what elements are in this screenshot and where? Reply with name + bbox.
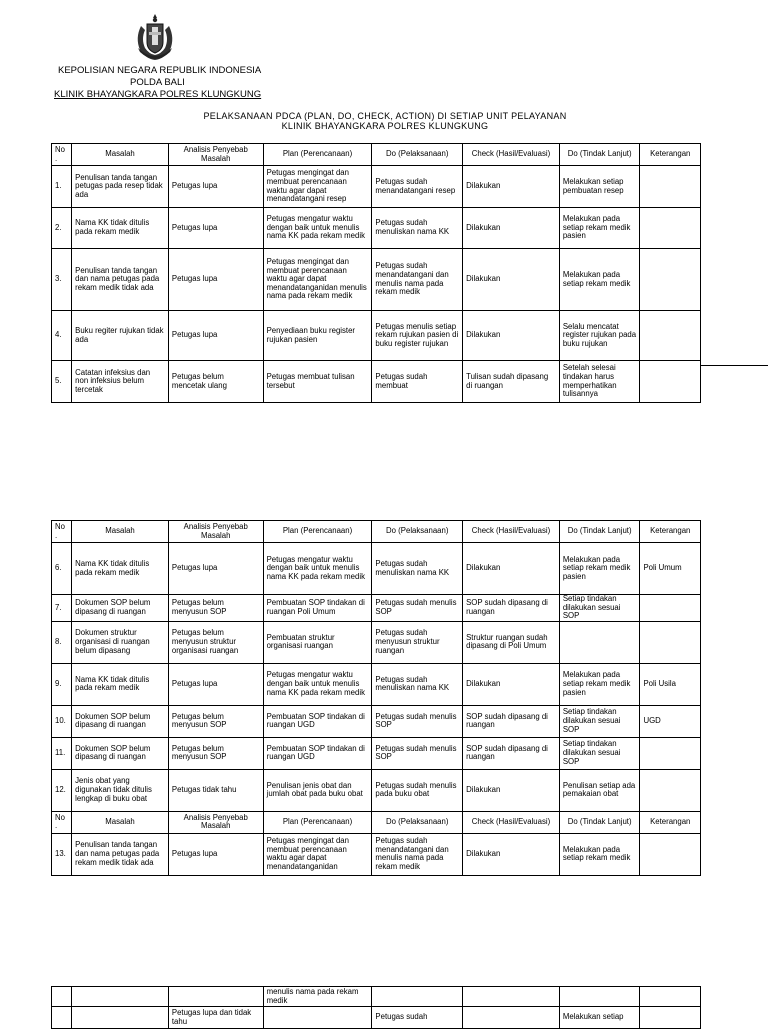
cell-masalah: Dokumen struktur organisasi di ruangan belum dipasang xyxy=(72,621,169,663)
column-header-analisis: Analisis Penyebab Masalah xyxy=(168,521,263,543)
table-row xyxy=(52,987,701,1007)
title-line-1: PELAKSANAAN PDCA (PLAN, DO, CHECK, ACTION) DI SETIAP UNIT PELAYANAN xyxy=(203,111,567,121)
cell-tindak: Selalu mencatat register rujukan pada buku rujukan xyxy=(559,311,640,361)
cell-ket xyxy=(640,621,701,663)
cell-check: Dilakukan xyxy=(463,311,560,361)
cell-analisis: Petugas belum mencetak ulang xyxy=(168,361,263,403)
cell-plan: Petugas mengatur waktu dengan baik untuk menulis nama KK pada rekam medik xyxy=(263,663,372,705)
cell-ket xyxy=(640,249,701,311)
cell-ket xyxy=(640,166,701,208)
table-row xyxy=(52,621,701,663)
cell-analisis: Petugas lupa xyxy=(168,249,263,311)
table-row xyxy=(52,737,701,769)
cell-analisis: Petugas lupa xyxy=(168,543,263,595)
table-row xyxy=(52,1007,701,1029)
cell-do: Petugas sudah membuat xyxy=(372,361,463,403)
column-header-plan: Plan (Perencanaan) xyxy=(263,811,372,833)
cell-masalah: Dokumen SOP belum dipasang di ruangan xyxy=(72,737,169,769)
cell-analisis: Petugas belum menyusun SOP xyxy=(168,705,263,737)
cell-no: 6. xyxy=(52,543,72,595)
cell-tindak: Melakukan pada setiap rekam medik pasien xyxy=(559,543,640,595)
cell-ket xyxy=(640,361,701,403)
cell-plan: Petugas membuat tulisan tersebut xyxy=(263,361,372,403)
cell-check: Dilakukan xyxy=(463,208,560,249)
cell-no xyxy=(52,1007,72,1029)
cell-ket xyxy=(640,1007,701,1029)
cell-plan: Petugas mengingat dan membuat perencanaan waktu agar dapat menandatangani resep xyxy=(263,166,372,208)
cell-check: SOP sudah dipasang di ruangan xyxy=(463,595,560,622)
column-header-do: Do (Pelaksanaan) xyxy=(372,811,463,833)
cell-no xyxy=(52,987,72,1007)
cell-no: 10. xyxy=(52,705,72,737)
cell-analisis: Petugas lupa xyxy=(168,208,263,249)
cell-do: Petugas sudah menulis SOP xyxy=(372,595,463,622)
cell-analisis xyxy=(168,987,263,1007)
cell-plan: Pembuatan SOP tindakan di ruangan UGD xyxy=(263,737,372,769)
pdca-table-3 xyxy=(51,986,701,1029)
cell-analisis: Petugas belum menyusun struktur organisasi ruangan xyxy=(168,621,263,663)
cell-ket: Poli Umum xyxy=(640,543,701,595)
cell-do: Petugas sudah menandatangani dan menulis nama pada rekam medik xyxy=(372,249,463,311)
cell-check: SOP sudah dipasang di ruangan xyxy=(463,705,560,737)
cell-no: 3. xyxy=(52,249,72,311)
cell-tindak: Melakukan setiap pembuatan resep xyxy=(559,166,640,208)
cell-plan: Petugas mengingat dan membuat perencanaan waktu agar dapat menandatanganidan menulis nama pada rekam medik xyxy=(263,249,372,311)
column-header-ket: Keterangan xyxy=(640,144,701,166)
cell-no: 4. xyxy=(52,311,72,361)
column-header-analisis: Analisis Penyebab Masalah xyxy=(168,811,263,833)
table-row xyxy=(52,361,701,403)
cell-analisis: Petugas lupa xyxy=(168,166,263,208)
column-header-no: No . xyxy=(52,144,72,166)
table-row xyxy=(52,543,701,595)
cell-ket xyxy=(640,737,701,769)
cell-check: Tulisan sudah dipasang di ruangan xyxy=(463,361,560,403)
cell-masalah: Penulisan tanda tangan dan nama petugas pada rekam medik tidak ada xyxy=(72,833,169,875)
cell-analisis: Petugas belum menyusun SOP xyxy=(168,595,263,622)
cell-plan: Pembuatan SOP tindakan di ruangan UGD xyxy=(263,705,372,737)
column-header-do: Do (Pelaksanaan) xyxy=(372,144,463,166)
cell-do: Petugas sudah menuliskan nama KK xyxy=(372,663,463,705)
stray-line xyxy=(701,365,768,366)
cell-tindak: Setelah selesai tindakan harus memperhatikan tulisannya xyxy=(559,361,640,403)
column-header-check: Check (Hasil/Evaluasi) xyxy=(463,521,560,543)
column-header-plan: Plan (Perencanaan) xyxy=(263,521,372,543)
cell-tindak: Melakukan pada setiap rekam medik xyxy=(559,249,640,311)
cell-no: 7. xyxy=(52,595,72,622)
cell-no: 2. xyxy=(52,208,72,249)
police-emblem-icon xyxy=(132,12,178,62)
cell-analisis: Petugas lupa xyxy=(168,663,263,705)
cell-check xyxy=(463,987,560,1007)
column-header-ket: Keterangan xyxy=(640,521,701,543)
cell-plan: Pembuatan SOP tindakan di ruangan Poli Umum xyxy=(263,595,372,622)
cell-do: Petugas sudah menulis SOP xyxy=(372,705,463,737)
cell-analisis: Petugas lupa xyxy=(168,833,263,875)
cell-ket: Poli Usila xyxy=(640,663,701,705)
cell-analisis: Petugas lupa xyxy=(168,311,263,361)
cell-tindak: Melakukan pada setiap rekam medik pasien xyxy=(559,208,640,249)
cell-check: Dilakukan xyxy=(463,249,560,311)
cell-do: Petugas sudah menulis SOP xyxy=(372,737,463,769)
cell-masalah: Nama KK tidak ditulis pada rekam medik xyxy=(72,663,169,705)
cell-analisis: Petugas lupa dan tidak tahu xyxy=(168,1007,263,1029)
cell-plan: Petugas mengatur waktu dengan baik untuk menulis nama KK pada rekam medik xyxy=(263,543,372,595)
cell-ket xyxy=(640,987,701,1007)
table-row xyxy=(52,166,701,208)
cell-masalah: Penulisan tanda tangan dan nama petugas pada rekam medik tidak ada xyxy=(72,249,169,311)
cell-ket xyxy=(640,769,701,811)
cell-masalah: Catatan infeksius dan non infeksius belum tercetak xyxy=(72,361,169,403)
title-line-2: KLINIK BHAYANGKARA POLRES KLUNGKUNG xyxy=(281,121,489,131)
column-header-tindak: Do (Tindak Lanjut) xyxy=(559,144,640,166)
column-header-ket: Keterangan xyxy=(640,811,701,833)
cell-masalah: Nama KK tidak ditulis pada rekam medik xyxy=(72,208,169,249)
cell-plan xyxy=(263,1007,372,1029)
column-header-check: Check (Hasil/Evaluasi) xyxy=(463,811,560,833)
org-name: KEPOLISIAN NEGARA REPUBLIK INDONESIA xyxy=(58,65,262,76)
cell-no: 8. xyxy=(52,621,72,663)
cell-plan: Pembuatan struktur organisasi ruangan xyxy=(263,621,372,663)
cell-tindak: Melakukan pada setiap rekam medik xyxy=(559,833,640,875)
column-header-tindak: Do (Tindak Lanjut) xyxy=(559,811,640,833)
table-header-row xyxy=(52,811,701,833)
column-header-no: No . xyxy=(52,521,72,543)
cell-masalah xyxy=(72,1007,169,1029)
table-row xyxy=(52,833,701,875)
table-row xyxy=(52,663,701,705)
cell-masalah: Nama KK tidak ditulis pada rekam medik xyxy=(72,543,169,595)
column-header-masalah: Masalah xyxy=(72,811,169,833)
cell-tindak: Setiap tindakan dilakukan sesuai SOP xyxy=(559,595,640,622)
cell-plan: Petugas mengingat dan membuat perencanaan waktu agar dapat menandatanganidan xyxy=(263,833,372,875)
cell-ket xyxy=(640,311,701,361)
cell-tindak: Melakukan pada setiap rekam medik pasien xyxy=(559,663,640,705)
cell-check: Dilakukan xyxy=(463,166,560,208)
pdca-table-1 xyxy=(51,143,701,403)
cell-do: Petugas sudah menuliskan nama KK xyxy=(372,543,463,595)
cell-tindak xyxy=(559,621,640,663)
cell-check: Dilakukan xyxy=(463,769,560,811)
document-title xyxy=(150,111,620,131)
cell-tindak: Melakukan setiap xyxy=(559,1007,640,1029)
cell-check: Dilakukan xyxy=(463,833,560,875)
column-header-masalah: Masalah xyxy=(72,144,169,166)
cell-do: Petugas sudah menandatangani resep xyxy=(372,166,463,208)
table-row xyxy=(52,705,701,737)
cell-masalah: Dokumen SOP belum dipasang di ruangan xyxy=(72,595,169,622)
cell-do xyxy=(372,987,463,1007)
column-header-no: No . xyxy=(52,811,72,833)
column-header-analisis: Analisis Penyebab Masalah xyxy=(168,144,263,166)
table-row xyxy=(52,311,701,361)
cell-do: Petugas sudah menuliskan nama KK xyxy=(372,208,463,249)
cell-no: 12. xyxy=(52,769,72,811)
column-header-do: Do (Pelaksanaan) xyxy=(372,521,463,543)
column-header-plan: Plan (Perencanaan) xyxy=(263,144,372,166)
cell-do: Petugas sudah xyxy=(372,1007,463,1029)
cell-plan: Penulisan jenis obat dan jumlah obat pada buku obat xyxy=(263,769,372,811)
column-header-masalah: Masalah xyxy=(72,521,169,543)
cell-plan: Penyediaan buku register rujukan pasien xyxy=(263,311,372,361)
cell-tindak xyxy=(559,987,640,1007)
cell-analisis: Petugas tidak tahu xyxy=(168,769,263,811)
cell-do: Petugas sudah menyusun struktur ruangan xyxy=(372,621,463,663)
org-unit: KLINIK BHAYANGKARA POLRES KLUNGKUNG xyxy=(54,89,262,100)
cell-no: 13. xyxy=(52,833,72,875)
column-header-tindak: Do (Tindak Lanjut) xyxy=(559,521,640,543)
cell-check xyxy=(463,1007,560,1029)
cell-masalah: Penulisan tanda tangan petugas pada resep tidak ada xyxy=(72,166,169,208)
table-row xyxy=(52,249,701,311)
cell-masalah: Jenis obat yang digunakan tidak ditulis lengkap di buku obat xyxy=(72,769,169,811)
table-row xyxy=(52,595,701,622)
org-region: POLDA BALI xyxy=(130,77,185,88)
cell-ket xyxy=(640,595,701,622)
pdca-table-2 xyxy=(51,520,701,876)
cell-ket xyxy=(640,833,701,875)
cell-check: Dilakukan xyxy=(463,663,560,705)
cell-do: Petugas menulis setiap rekam rujukan pasien di buku register rujukan xyxy=(372,311,463,361)
cell-masalah xyxy=(72,987,169,1007)
table-header-row xyxy=(52,521,701,543)
table-header-row xyxy=(52,144,701,166)
cell-check: SOP sudah dipasang di ruangan xyxy=(463,737,560,769)
cell-tindak: Setiap tindakan dilakukan sesuai SOP xyxy=(559,705,640,737)
column-header-check: Check (Hasil/Evaluasi) xyxy=(463,144,560,166)
cell-tindak: Penulisan setiap ada pemakaian obat xyxy=(559,769,640,811)
cell-check: Struktur ruangan sudah dipasang di Poli Umum xyxy=(463,621,560,663)
cell-check: Dilakukan xyxy=(463,543,560,595)
cell-analisis: Petugas belum menyusun SOP xyxy=(168,737,263,769)
cell-do: Petugas sudah menandatangani dan menulis nama pada rekam medik xyxy=(372,833,463,875)
cell-masalah: Dokumen SOP belum dipasang di ruangan xyxy=(72,705,169,737)
cell-plan: Petugas mengatur waktu dengan baik untuk menulis nama KK pada rekam medik xyxy=(263,208,372,249)
cell-tindak: Setiap tindakan dilakukan sesuai SOP xyxy=(559,737,640,769)
cell-no: 5. xyxy=(52,361,72,403)
cell-masalah: Buku regiter rujukan tidak ada xyxy=(72,311,169,361)
cell-ket: UGD xyxy=(640,705,701,737)
cell-ket xyxy=(640,208,701,249)
cell-no: 9. xyxy=(52,663,72,705)
table-row xyxy=(52,208,701,249)
cell-plan: menulis nama pada rekam medik xyxy=(263,987,372,1007)
table-row xyxy=(52,769,701,811)
cell-no: 1. xyxy=(52,166,72,208)
cell-do: Petugas sudah menulis pada buku obat xyxy=(372,769,463,811)
cell-no: 11. xyxy=(52,737,72,769)
